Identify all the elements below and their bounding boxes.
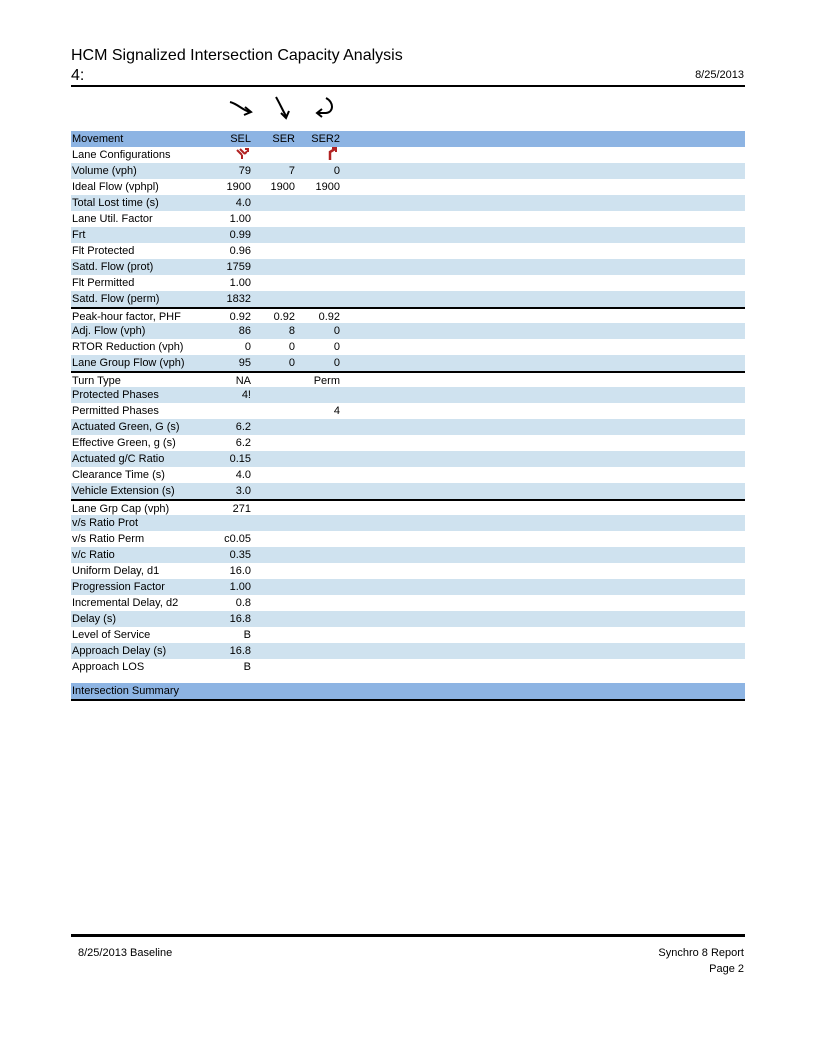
table-row — [71, 643, 745, 659]
table-row — [71, 227, 745, 243]
row-label: Volume (vph) — [72, 165, 137, 177]
table-row — [71, 371, 745, 387]
table-row — [71, 307, 745, 323]
table-row — [71, 451, 745, 467]
row-label: Uniform Delay, d1 — [72, 565, 160, 577]
table-row — [71, 243, 745, 259]
summary-rule — [71, 699, 745, 701]
row-label: Total Lost time (s) — [72, 197, 159, 209]
arrow-u-turn-icon — [312, 94, 342, 124]
row-value: 0 — [333, 165, 340, 177]
row-label: Turn Type — [72, 375, 121, 387]
row-value: 1832 — [226, 293, 251, 305]
table-row — [71, 595, 745, 611]
row-value: 0 — [244, 341, 251, 353]
table-row — [71, 531, 745, 547]
table-row — [71, 403, 745, 419]
table-row — [71, 179, 745, 195]
row-label: Lane Grp Cap (vph) — [72, 503, 170, 515]
row-value: 0.92 — [229, 311, 251, 323]
header-col-2: SER — [272, 133, 295, 145]
table-row — [71, 195, 745, 211]
row-label: Satd. Flow (prot) — [72, 261, 154, 273]
row-label: Flt Permitted — [72, 277, 135, 289]
arrow-down-right-icon — [270, 94, 300, 124]
row-value: 0.92 — [273, 311, 295, 323]
table-row — [71, 499, 745, 515]
table-row — [71, 579, 745, 595]
row-label: Incremental Delay, d2 — [72, 597, 179, 609]
row-label: Approach LOS — [72, 661, 145, 673]
row-label: Vehicle Extension (s) — [72, 485, 175, 497]
row-value: 3.0 — [235, 485, 251, 497]
row-value: 4.0 — [235, 469, 251, 481]
row-value: 4 — [333, 405, 340, 417]
table-row — [71, 659, 745, 675]
row-value: 79 — [238, 165, 251, 177]
row-label: Permitted Phases — [72, 405, 159, 417]
row-label: Lane Util. Factor — [72, 213, 153, 225]
arrow-right-turn-icon — [226, 94, 256, 124]
footer-report: Synchro 8 Report — [658, 947, 744, 959]
row-label: Flt Protected — [72, 245, 135, 257]
row-label: Lane Configurations — [72, 149, 171, 161]
row-value: 7 — [288, 165, 295, 177]
page-subtitle: 4: — [71, 67, 85, 84]
footer-rule — [71, 934, 745, 937]
table-row — [71, 435, 745, 451]
table-row — [71, 387, 745, 403]
row-value: 0.99 — [229, 229, 251, 241]
table-row — [71, 355, 745, 371]
row-value: 6.2 — [235, 421, 251, 433]
row-label: Effective Green, g (s) — [72, 437, 176, 449]
row-value: 0 — [288, 341, 295, 353]
header-date: 8/25/2013 — [695, 69, 744, 81]
row-value: 1900 — [315, 181, 340, 193]
row-value: c0.05 — [224, 533, 251, 545]
row-label: Approach Delay (s) — [72, 645, 167, 657]
row-label: Satd. Flow (perm) — [72, 293, 160, 305]
row-label: Actuated g/C Ratio — [72, 453, 165, 465]
row-value: 271 — [232, 503, 251, 515]
table-row — [71, 259, 745, 275]
row-value: 8 — [288, 325, 295, 337]
row-label: Actuated Green, G (s) — [72, 421, 180, 433]
row-value: 95 — [238, 357, 251, 369]
table-row — [71, 211, 745, 227]
table-body — [71, 147, 745, 675]
row-value: 16.8 — [229, 645, 251, 657]
row-label: Peak-hour factor, PHF — [72, 311, 181, 323]
row-label: Ideal Flow (vphpl) — [72, 181, 159, 193]
row-label: Clearance Time (s) — [72, 469, 165, 481]
table-row — [71, 563, 745, 579]
table-row — [71, 483, 745, 499]
row-value: 6.2 — [235, 437, 251, 449]
row-value: 4! — [241, 389, 251, 401]
table-row — [71, 419, 745, 435]
row-value: 1759 — [226, 261, 251, 273]
row-label: Adj. Flow (vph) — [72, 325, 146, 337]
table-row — [71, 627, 745, 643]
row-value: 0.15 — [229, 453, 251, 465]
footer-page: Page 2 — [709, 963, 744, 975]
row-value: 1.00 — [229, 277, 251, 289]
row-value: 1.00 — [229, 581, 251, 593]
summary-label: Intersection Summary — [72, 685, 179, 697]
row-label: Level of Service — [72, 629, 151, 641]
row-value: 86 — [238, 325, 251, 337]
footer-left: 8/25/2013 Baseline — [78, 947, 173, 959]
row-label: Protected Phases — [72, 389, 159, 401]
row-value: 0.96 — [229, 245, 251, 257]
intersection-summary-row — [71, 683, 745, 699]
table-row — [71, 515, 745, 531]
table-row — [71, 275, 745, 291]
table-row — [71, 547, 745, 563]
table-row — [71, 291, 745, 307]
table-row — [71, 147, 745, 163]
page-title: HCM Signalized Intersection Capacity Analysis — [71, 47, 403, 64]
header-col-1: SEL — [230, 133, 251, 145]
row-value: 0.92 — [318, 311, 340, 323]
row-label: v/s Ratio Perm — [72, 533, 145, 545]
row-label: Delay (s) — [72, 613, 117, 625]
row-value: 1900 — [270, 181, 295, 193]
row-value: B — [243, 629, 251, 641]
row-value: 0 — [288, 357, 295, 369]
row-label: RTOR Reduction (vph) — [72, 341, 184, 353]
row-label: Frt — [72, 229, 86, 241]
row-label: v/s Ratio Prot — [72, 517, 139, 529]
row-value: Perm — [313, 375, 340, 387]
header-rule — [71, 85, 745, 87]
row-value: 16.0 — [229, 565, 251, 577]
table-row — [71, 163, 745, 179]
header-col-3: SER2 — [311, 133, 340, 145]
row-label: Lane Group Flow (vph) — [72, 357, 185, 369]
table-row — [71, 611, 745, 627]
header-label: Movement — [72, 133, 124, 145]
table-header-row — [71, 131, 745, 147]
table-row — [71, 323, 745, 339]
movement-arrows — [71, 94, 745, 124]
row-label: v/c Ratio — [72, 549, 115, 561]
table-row — [71, 467, 745, 483]
row-value: 1.00 — [229, 213, 251, 225]
row-value: 0.35 — [229, 549, 251, 561]
capacity-table — [71, 131, 745, 701]
row-value: NA — [235, 375, 251, 387]
row-value: 4.0 — [235, 197, 251, 209]
row-value: 0 — [333, 325, 340, 337]
row-value: 16.8 — [229, 613, 251, 625]
row-label: Progression Factor — [72, 581, 165, 593]
row-value: 0 — [333, 341, 340, 353]
row-value: B — [243, 661, 251, 673]
row-value: 1900 — [226, 181, 251, 193]
table-row — [71, 339, 745, 355]
row-value: 0 — [333, 357, 340, 369]
row-value: 0.8 — [235, 597, 251, 609]
